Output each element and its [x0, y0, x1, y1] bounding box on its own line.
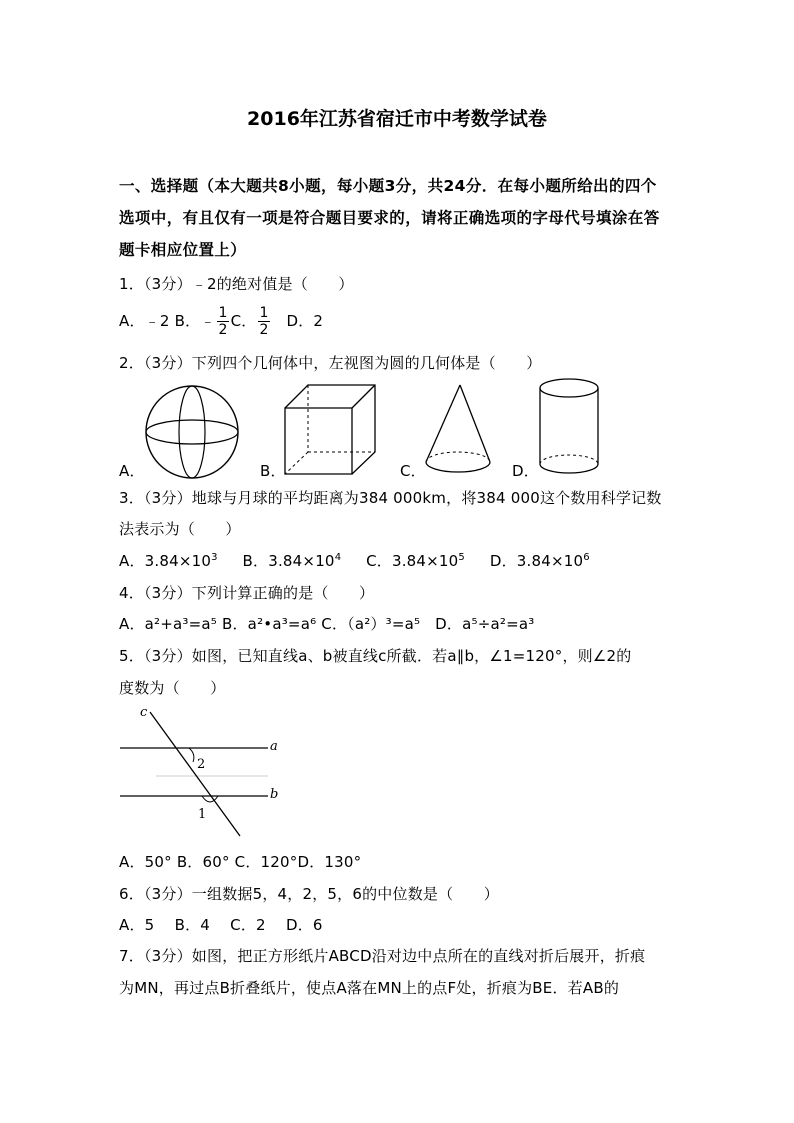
q3-option-d: D．$3.84\times 10^6$ [489, 552, 590, 570]
q5-stem-line-2: 度数为（ ） [119, 679, 226, 697]
q3-option-a: A．$3.84\times 10^3$ [119, 552, 218, 570]
q4-stem: 4．（3分）下列计算正确的是（ ） [119, 584, 375, 602]
q1-option-d: D．2 [286, 312, 324, 330]
sphere-figure [144, 384, 240, 480]
cylinder-figure [536, 376, 602, 478]
q2-option-a-label: A． [119, 462, 145, 480]
q7-stem-line-1: 7．（3分）如图，把正方形纸片ABCD沿对边中点所在的直线对折后展开，折痕 [119, 947, 646, 965]
fraction-denominator: 2 [259, 322, 269, 338]
section-heading-line-3: 题卡相应位置上） [119, 241, 247, 259]
q4-option-b: B．a²•a³=a⁶ [221, 615, 317, 633]
q4-option-a: A．a²+a³=a⁵ [119, 615, 218, 633]
q2-stem: 2．（3分）下列四个几何体中，左视图为圆的几何体是（ ） [119, 354, 542, 372]
line-a-label: a [270, 739, 278, 754]
q6-stem: 6．（3分）一组数据5，4，2，5，6的中位数是（ ） [119, 885, 499, 903]
page-title: 2016年江苏省宿迁市中考数学试卷 [247, 108, 547, 130]
parallel-lines-figure [118, 702, 288, 840]
q1-fraction-c [258, 306, 269, 337]
fraction-numerator: 1 [259, 305, 269, 321]
angle-1-label: 1 [198, 807, 207, 822]
section-heading-line-2: 选项中，有且仅有一项是符合题目要求的，请将正确选项的字母代号填涂在答 [119, 209, 660, 227]
cone-figure [422, 382, 494, 478]
q3-stem-line-2: 法表示为（ ） [119, 520, 241, 538]
q4-options [119, 613, 534, 634]
line-c-label: c [140, 705, 148, 720]
cube-figure [282, 382, 380, 476]
q3-options [119, 550, 590, 571]
q1-fraction-b [217, 306, 228, 337]
q1-options [119, 306, 323, 337]
q4-option-c: C．（a²）³=a⁵ [321, 615, 421, 633]
fraction-numerator: 1 [218, 305, 228, 321]
q1-option-c: C． [230, 312, 257, 330]
q4-option-d: D．a⁵÷a²=a³ [435, 615, 535, 633]
q3-stem-line-1: 3．（3分）地球与月球的平均距离为384 000km，将384 000这个数用科学记数 [119, 489, 662, 507]
q1-stem: 1．（3分）﹣2的绝对值是（ ） [119, 275, 354, 293]
q5-options: A．50° B．60° C．120°D．130° [119, 853, 362, 871]
q1-option-a: A．﹣2 [119, 312, 170, 330]
q7-stem-line-2: 为MN，再过点B折叠纸片，使点A落在MN上的点F处，折痕为BE．若AB的 [119, 979, 620, 997]
q3-option-c: C．$3.84\times 10^5$ [366, 552, 465, 570]
q1-option-b: B．﹣ [174, 312, 216, 330]
q6-options: A．5 B．4 C．2 D．6 [119, 916, 323, 934]
fraction-denominator: 2 [218, 322, 228, 338]
q2-option-b-label: B． [260, 462, 286, 480]
q2-option-d-label: D． [512, 462, 539, 480]
q2-option-c-label: C． [400, 462, 426, 480]
q3-option-b: B．$3.84\times 10^4$ [242, 552, 342, 570]
angle-2-label: 2 [197, 757, 206, 772]
q5-stem-line-1: 5．（3分）如图，已知直线a、b被直线c所截．若a∥b，∠1=120°，则∠2的 [119, 647, 632, 665]
line-b-label: b [270, 787, 279, 802]
section-heading-line-1: 一、选择题（本大题共8小题，每小题3分，共24分．在每小题所给出的四个 [119, 177, 657, 195]
